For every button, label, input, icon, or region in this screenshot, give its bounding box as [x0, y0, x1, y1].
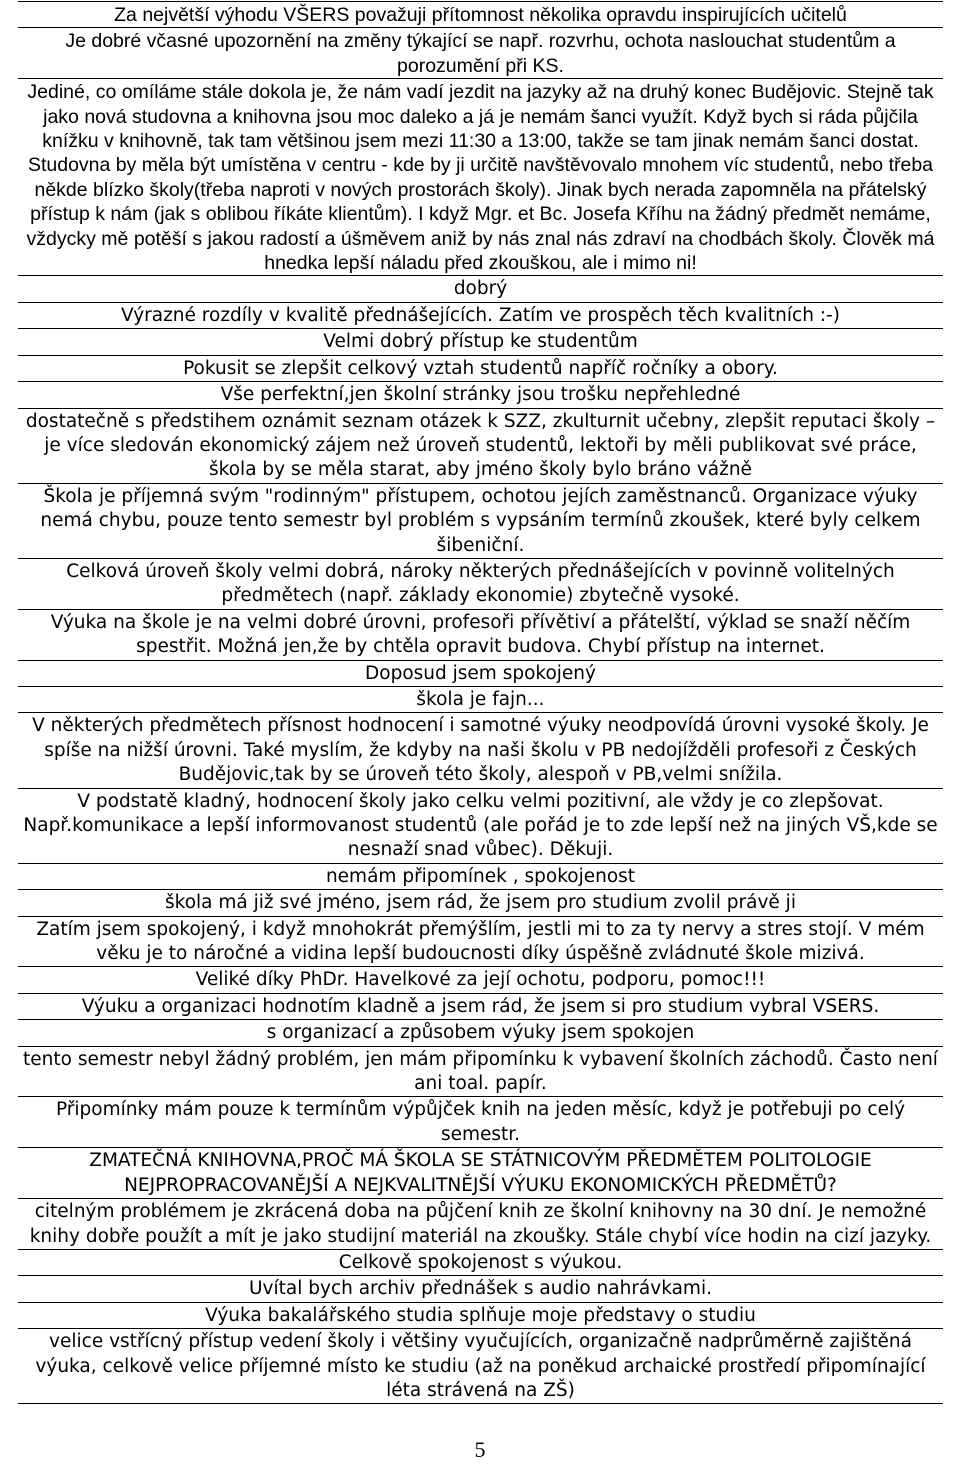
comment-row [18, 687, 943, 713]
comment-row [18, 356, 943, 382]
comment-row [18, 789, 943, 864]
comment-text: Jediné, co omíláme stále dokola je, že nám vadí jezdit na jazyky až na druhý konec Budějovic. Stejně tak jako nová studovna a knihovna jsou moc daleko a já je nemám šanci využít. Když bych si ráda půjčila knížku v knihovně, tak tam většinou jsem mezi 11:30 a 13:00, takže se tam jinak nemám šanci dostat. Studovna by měla být umístěna v centru - kde by ji určitě navštěvovalo mnohem víc studentů, nebo třeba někde blízko školy(třeba naproti v nových prostorách školy). Jinak bych nerada zapomněla na přátelský přístup k nám (jak s oblibou říkáte klientům). I když Mgr. et Bc. Josefa Kříhu na žádný předmět nemáme, vždycky mě potěší s jakou radostí a úšměvem aniž by nás znal nás zdraví na chodbách školy. Člověk má hnedka lepší náladu před zkouškou, ale i mimo ni! [26, 81, 935, 275]
comment-row [18, 28, 943, 79]
comment-text: Velmi dobrý přístup ke studentům [323, 331, 638, 353]
comment-text: citelným problémem je zkrácená doba na půjčení knih ze školní knihovny na 30 dní. Je nemožné knihy dobře použít a mít je jako studijní materiál na zkoušky. Stále chybí více hodin na cizí jazyky. [29, 1201, 932, 1247]
comment-row [18, 79, 943, 276]
comment-text: Výuka bakalářského studia splňuje moje představy o studiu [205, 1304, 756, 1326]
comment-text: Výuku a organizaci hodnotím kladně a jsem rád, že jsem si pro studium vybral VSERS. [81, 995, 880, 1017]
comment-row [18, 864, 943, 890]
comment-row [18, 1303, 943, 1329]
comment-row [18, 890, 943, 916]
comment-row [18, 661, 943, 687]
comment-text: velice vstřícný přístup vedení školy i většiny vyučujících, organizačně nadprůměrně zajištěná výuka, celkově velice příjemné místo ke studiu (až na poněkud archaické prostředí připomínající léta strávená na ZŠ) [35, 1331, 926, 1401]
comment-text: Pokusit se zlepšit celkový vztah studentů napříč ročníky a obory. [183, 357, 778, 379]
comment-text: Celková úroveň školy velmi dobrá, nároky některých přednášejících v povinně volitelných předmětech (např. základy ekonomie) zbytečně vysoké. [66, 560, 895, 607]
comment-text: Doposud jsem spokojený [365, 662, 596, 684]
comments-table [18, 1, 943, 1404]
comment-text: Za největší výhodu VŠERS považuji přítomnost několika opravdu inspirujících učitelů [114, 4, 847, 26]
comment-text: Uvítal bych archiv přednášek s audio nahrávkami. [249, 1278, 712, 1300]
comment-text: Připomínky mám pouze k termínům výpůjček knih na jeden měsíc, když je potřebuji po celý semestr. [55, 1099, 906, 1145]
comment-row [18, 2, 943, 28]
comment-row [18, 1329, 943, 1404]
comment-row [18, 994, 943, 1020]
comment-row [18, 1020, 943, 1046]
comment-row [18, 329, 943, 355]
comment-row [18, 1097, 943, 1148]
comment-text: Zatím jsem spokojený, i když mnohokrát přemýšlím, jestli mi to za ty nervy a stres stojí. V mém věku je to náročné a vidina lepší budoucnosti díky úspěšně zvládnuté škole mizivá. [36, 918, 925, 965]
comment-text: škola má již své jméno, jsem rád, že jsem pro studium zvolil právě ji [165, 892, 796, 914]
comment-text: Celkově spokojenost s výukou. [338, 1251, 623, 1273]
comment-text: dostatečně s předstihem oznámit seznam otázek k SZZ, zkulturnit učebny, zlepšit reputaci školy – je více sledován ekonomický zájem než úroveň studentů, lektoři by měli publikovat své práce, škola by se měla starat, aby jméno školy bylo bráno vážně [25, 410, 936, 481]
comment-row [18, 559, 943, 610]
comment-row [18, 713, 943, 788]
comment-text: Výuka na škole je na velmi dobré úrovni, profesoři přívětiví a přátelští, výklad se snaží něčím spestřit. Možná jen,že by chtěla opravit budova. Chybí přístup na internet. [50, 611, 911, 658]
comment-row [18, 967, 943, 993]
comment-text: Vše perfektní,jen školní stránky jsou trošku nepřehledné [220, 384, 741, 406]
comment-row [18, 610, 943, 661]
comment-text: Veliké díky PhDr. Havelkové za její ochotu, podporu, pomoc!!! [195, 969, 766, 991]
comment-row [18, 1276, 943, 1302]
comment-row [18, 409, 943, 484]
comment-text: ZMATEČNÁ KNIHOVNA,PROČ MÁ ŠKOLA SE STÁTNICOVÝM PŘEDMĚTEM POLITOLOGIE NEJPROPRACOVANĚJŠÍ A NEJKVALITNĚJŠÍ VÝUKU EKONOMICKÝCH PŘEDMĚTŮ? [89, 1150, 872, 1196]
comment-text: škola je fajn... [416, 688, 545, 710]
comment-row [18, 276, 943, 302]
comment-text: s organizací a způsobem výuky jsem spokojen [266, 1022, 695, 1044]
page-number: 5 [474, 1437, 486, 1462]
comment-row [18, 917, 943, 968]
comment-row [18, 382, 943, 408]
comment-row [18, 303, 943, 329]
comment-text: Je dobré včasné upozornění na změny týkající se např. rozvrhu, ochota naslouchat studentům a porozumění při KS. [65, 30, 896, 77]
comment-text: V podstatě kladný, hodnocení školy jako celku velmi pozitivní, ale vždy je co zlepšovat. Např.komunikace a lepší informovanost studentů (ale pořád je to zde lepší než na jiných VŠ,kde se nesnaží snad vůbec). Děkuji. [23, 790, 938, 861]
comment-text: dobrý [453, 278, 508, 300]
comment-row [18, 1250, 943, 1276]
comment-text: V některých předmětech přísnost hodnocení i samotné výuky neodpovídá úrovni vysoké školy. Je spíše na nižší úrovni. Také myslím, že kdyby na naši školu v PB nedojížděli profesoři z Českých Budějovic,tak by se úroveň této školy, alespoň v PB,velmi snížila. [32, 715, 929, 786]
comment-row [18, 1047, 943, 1098]
comment-row [18, 1199, 943, 1250]
comment-text: tento semestr nebyl žádný problém, jen mám připomínku k vybavení školních záchodů. Často není ani toal. papír. [23, 1048, 938, 1095]
comment-text: Výrazné rozdíly v kvalitě přednášejících. Zatím ve prospěch těch kvalitních :-) [121, 304, 840, 326]
comment-row [18, 1148, 943, 1199]
comment-text: nemám připomínek , spokojenost [325, 865, 636, 887]
comment-row [18, 484, 943, 559]
comment-text: Škola je příjemná svým "rodinným" přístupem, ochotou jejích zaměstnanců. Organizace výuky nemá chybu, pouze tento semestr byl problém s vypsáním termínů zkoušek, které byly celkem šibeniční. [40, 485, 921, 556]
